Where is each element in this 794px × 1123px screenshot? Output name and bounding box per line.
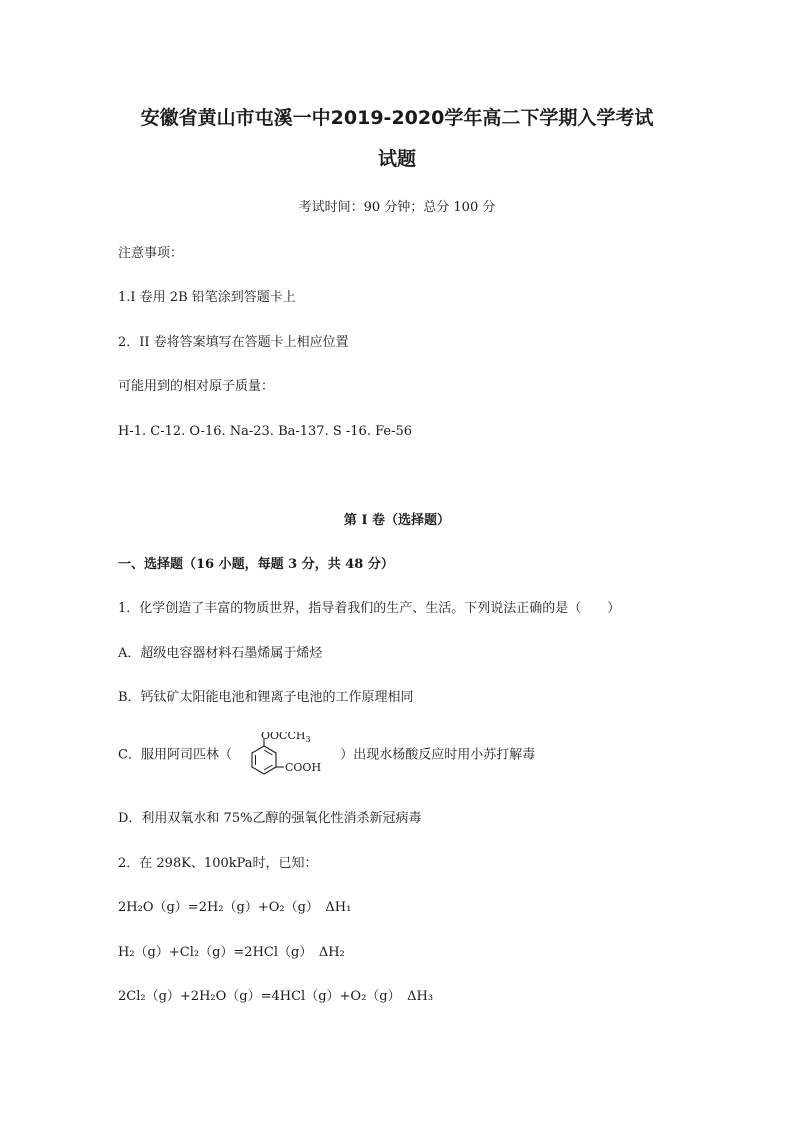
note-1: 1.I 卷用 2B 铅笔涂到答题卡上 <box>118 290 296 305</box>
atomic-masses: H-1. C-12. O-16. Na-23. Ba-137. S -16. Fe-56 <box>118 424 413 439</box>
struct-top-label: OOCCH <box>261 732 306 742</box>
question-2-equation-1: 2H₂O（g）=2H₂（g）+O₂（g） ΔH₁ <box>118 900 352 915</box>
exam-info: 考试时间：90 分钟；总分 100 分 <box>298 200 496 215</box>
question-2-equation-2: H₂（g）+Cl₂（g）=2HCl（g） ΔH₂ <box>118 945 345 960</box>
question-1-option-d: D．利用双氧水和 75%乙醇的强氧化性消杀新冠病毒 <box>118 811 422 826</box>
notes-header: 注意事项： <box>118 246 184 261</box>
part-title: 一、选择题（16 小题，每题 3 分，共 48 分） <box>118 557 394 572</box>
svg-text:OOCCH3 <box>261 732 311 744</box>
option-c-text-after: ）出现水杨酸反应时用小苏打解毒 <box>340 747 536 763</box>
note-2: 2．II 卷将答案填写在答题卡上相应位置 <box>118 335 349 350</box>
question-2-equation-3: 2Cl₂（g）+2H₂O（g）=4HCl（g）+O₂（g） ΔH₃ <box>118 989 434 1004</box>
question-1-stem: 1．化学创造了丰富的物质世界，指导着我们的生产、生活。下列说法正确的是（ ） <box>118 601 621 616</box>
section-title: 第 I 卷（选择题） <box>343 513 451 528</box>
question-1-option-b: B．钙钛矿太阳能电池和锂离子电池的工作原理相同 <box>118 690 414 705</box>
option-c-text-before: C．服用阿司匹林（ <box>118 747 232 763</box>
struct-side-label: COOH <box>285 761 322 774</box>
atomic-mass-header: 可能用到的相对原子质量： <box>118 379 275 394</box>
question-1-option-a: A．超级电容器材料石墨烯属于烯烃 <box>118 646 323 661</box>
question-2-stem: 2．在 298K、100kPa时，已知： <box>118 856 318 871</box>
title-line-1: 安徽省黄山市屯溪一中2019-2020学年高二下学期入学考试 <box>140 107 654 129</box>
aspirin-structure-icon <box>238 732 334 778</box>
struct-top-sub: 3 <box>305 735 311 744</box>
title-line-2: 试题 <box>377 148 416 170</box>
question-1-option-c <box>118 732 535 778</box>
